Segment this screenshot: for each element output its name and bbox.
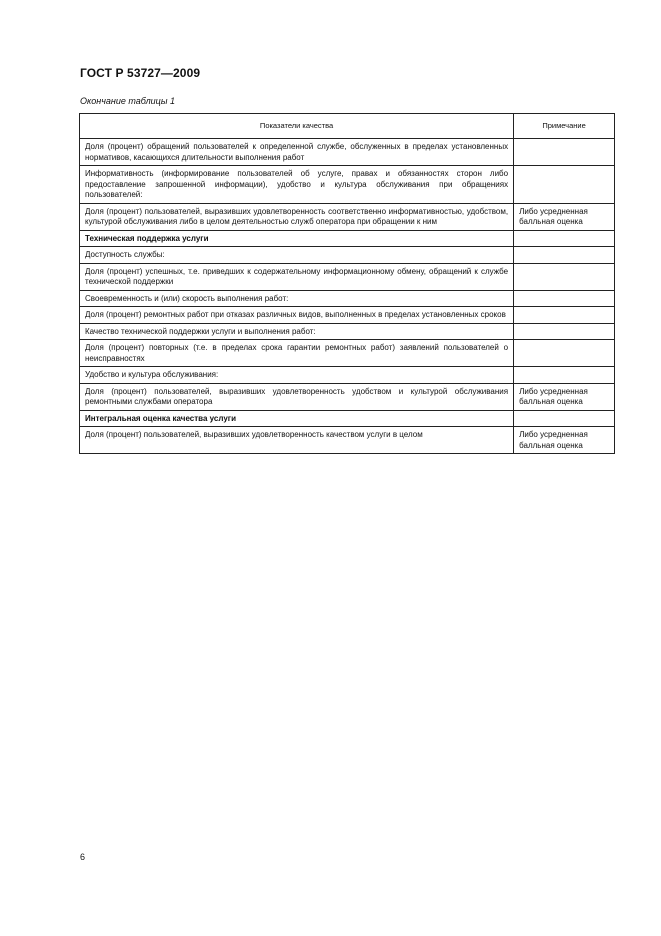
section-heading-cell: Интегральная оценка качества услуги — [80, 410, 514, 427]
table-row — [80, 340, 615, 367]
document-header: ГОСТ Р 53727—2009 — [80, 66, 201, 80]
indicator-cell: Доля (процент) обращений пользователей к определенной службе, обслуженных в пределах установленных нормативов, касающихся длительности выполнения работ — [80, 139, 514, 166]
note-cell — [514, 139, 615, 166]
note-cell — [514, 340, 615, 367]
note-cell — [514, 307, 615, 324]
table-row — [80, 367, 615, 384]
table-body — [80, 139, 615, 454]
table-row — [80, 230, 615, 247]
table-row — [80, 166, 615, 204]
table-row — [80, 307, 615, 324]
note-cell — [514, 247, 615, 264]
quality-indicators-table — [79, 113, 615, 454]
table-header-row — [80, 114, 615, 139]
table-row — [80, 427, 615, 454]
table-row — [80, 247, 615, 264]
note-cell: Либо усредненная балльная оценка — [514, 203, 615, 230]
indicator-cell: Удобство и культура обслуживания: — [80, 367, 514, 384]
table-row — [80, 383, 615, 410]
indicator-cell: Качество технической поддержки услуги и выполнения работ: — [80, 323, 514, 340]
column-header-indicators: Показатели качества — [80, 114, 514, 139]
table-row — [80, 203, 615, 230]
note-cell — [514, 230, 615, 247]
indicator-cell: Доля (процент) пользователей, выразивших удовлетворенность удобством и культурой обслуживания ремонтными службами оператора — [80, 383, 514, 410]
indicator-cell: Доступность службы: — [80, 247, 514, 264]
indicator-cell: Доля (процент) повторных (т.е. в пределах срока гарантии ремонтных работ) заявлений пользователей о неисправностях — [80, 340, 514, 367]
column-header-note: Примечание — [514, 114, 615, 139]
table-row — [80, 263, 615, 290]
indicator-cell: Доля (процент) пользователей, выразивших удовлетворенность соответственно информативностью, удобством, культурой обслуживания либо в целом деятельностью служб оператора при обращении к ним — [80, 203, 514, 230]
note-cell — [514, 290, 615, 307]
note-cell — [514, 166, 615, 204]
indicator-cell: Доля (процент) успешных, т.е. приведших к содержательному информационному обмену, обращений к службе технической поддержки — [80, 263, 514, 290]
note-cell: Либо усредненная балльная оценка — [514, 383, 615, 410]
indicator-cell: Доля (процент) пользователей, выразивших удовлетворенность качеством услуги в целом — [80, 427, 514, 454]
section-heading-cell: Техническая поддержка услуги — [80, 230, 514, 247]
table-row — [80, 290, 615, 307]
page-number: 6 — [80, 852, 86, 862]
indicator-cell: Информативность (информирование пользователей об услуге, правах и обязанностях сторон либо предоставление запрошенной информации), удобство и культура обслуживания при обращениях пользователей: — [80, 166, 514, 204]
note-cell — [514, 410, 615, 427]
note-cell: Либо усредненная балльная оценка — [514, 427, 615, 454]
table-row — [80, 323, 615, 340]
table-caption: Окончание таблицы 1 — [80, 96, 175, 106]
note-cell — [514, 323, 615, 340]
table-row — [80, 410, 615, 427]
indicator-cell: Доля (процент) ремонтных работ при отказах различных видов, выполненных в пределах установленных сроков — [80, 307, 514, 324]
note-cell — [514, 367, 615, 384]
note-cell — [514, 263, 615, 290]
indicator-cell: Своевременность и (или) скорость выполнения работ: — [80, 290, 514, 307]
table-row — [80, 139, 615, 166]
